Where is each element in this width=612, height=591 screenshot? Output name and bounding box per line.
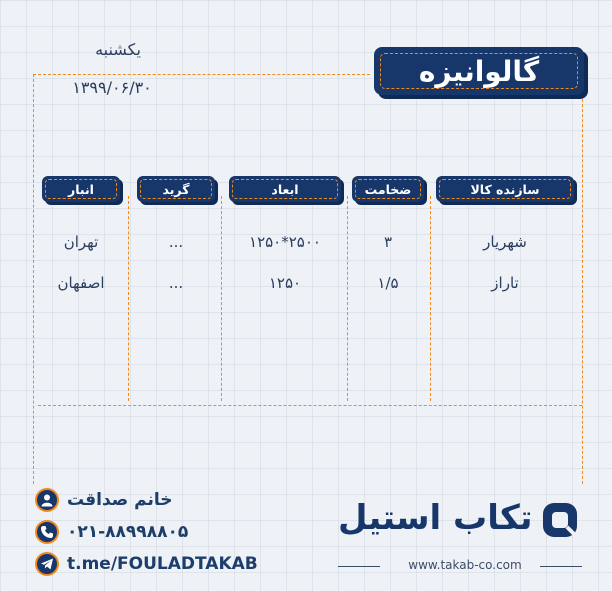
table-cell-maker: تاراز	[491, 274, 519, 292]
contact-phone[interactable]: ۰۲۱-۸۸۹۹۸۸۰۵	[67, 522, 189, 542]
brand-name: تکاب استیل	[338, 498, 533, 538]
column-header-warehouse: انبار	[42, 176, 120, 202]
frame-top-border	[33, 74, 370, 75]
phone-icon	[35, 520, 59, 544]
telegram-icon	[35, 552, 59, 576]
column-header-dimensions: ابعاد	[229, 176, 341, 202]
website-link[interactable]: www.takab-co.com	[408, 558, 522, 572]
title-badge	[374, 47, 584, 95]
contact-telegram-row[interactable]	[35, 552, 258, 576]
frame-left-border	[33, 74, 34, 484]
table-cell-warehouse: تهران	[63, 233, 99, 251]
brand-logo-icon	[540, 500, 580, 540]
day-of-week: یکشنبه	[95, 40, 141, 59]
person-icon	[35, 488, 59, 512]
column-divider	[128, 196, 129, 401]
column-divider	[221, 196, 222, 401]
table-bottom-divider	[38, 405, 582, 406]
column-header-maker: سازنده کالا	[436, 176, 574, 202]
date: ۱۳۹۹/۰۶/۳۰	[72, 78, 152, 97]
column-header-thickness: ضخامت	[352, 176, 424, 202]
table-cell-thickness: ۳	[383, 233, 393, 251]
telegram-link[interactable]: t.me/FOULADTAKAB	[67, 554, 258, 574]
table-cell-dimensions: ۱۲۵۰*۲۵۰۰	[249, 233, 321, 251]
table-cell-maker: شهریار	[483, 233, 527, 251]
table-cell-grade: ...	[168, 274, 184, 292]
contact-name: خانم صداقت	[67, 490, 173, 510]
table-cell-thickness: ۱/۵	[377, 274, 399, 292]
column-header-grade: گرید	[137, 176, 215, 202]
contact-name-row	[35, 488, 172, 512]
column-divider	[347, 196, 348, 401]
frame-right-border	[582, 74, 583, 484]
contact-phone-row[interactable]	[35, 520, 188, 544]
column-divider	[430, 196, 431, 401]
page-title: گالوانیزه	[380, 53, 578, 89]
table-cell-grade: ...	[168, 233, 184, 251]
table-cell-dimensions: ۱۲۵۰	[268, 274, 302, 292]
table-cell-warehouse: اصفهان	[57, 274, 105, 292]
